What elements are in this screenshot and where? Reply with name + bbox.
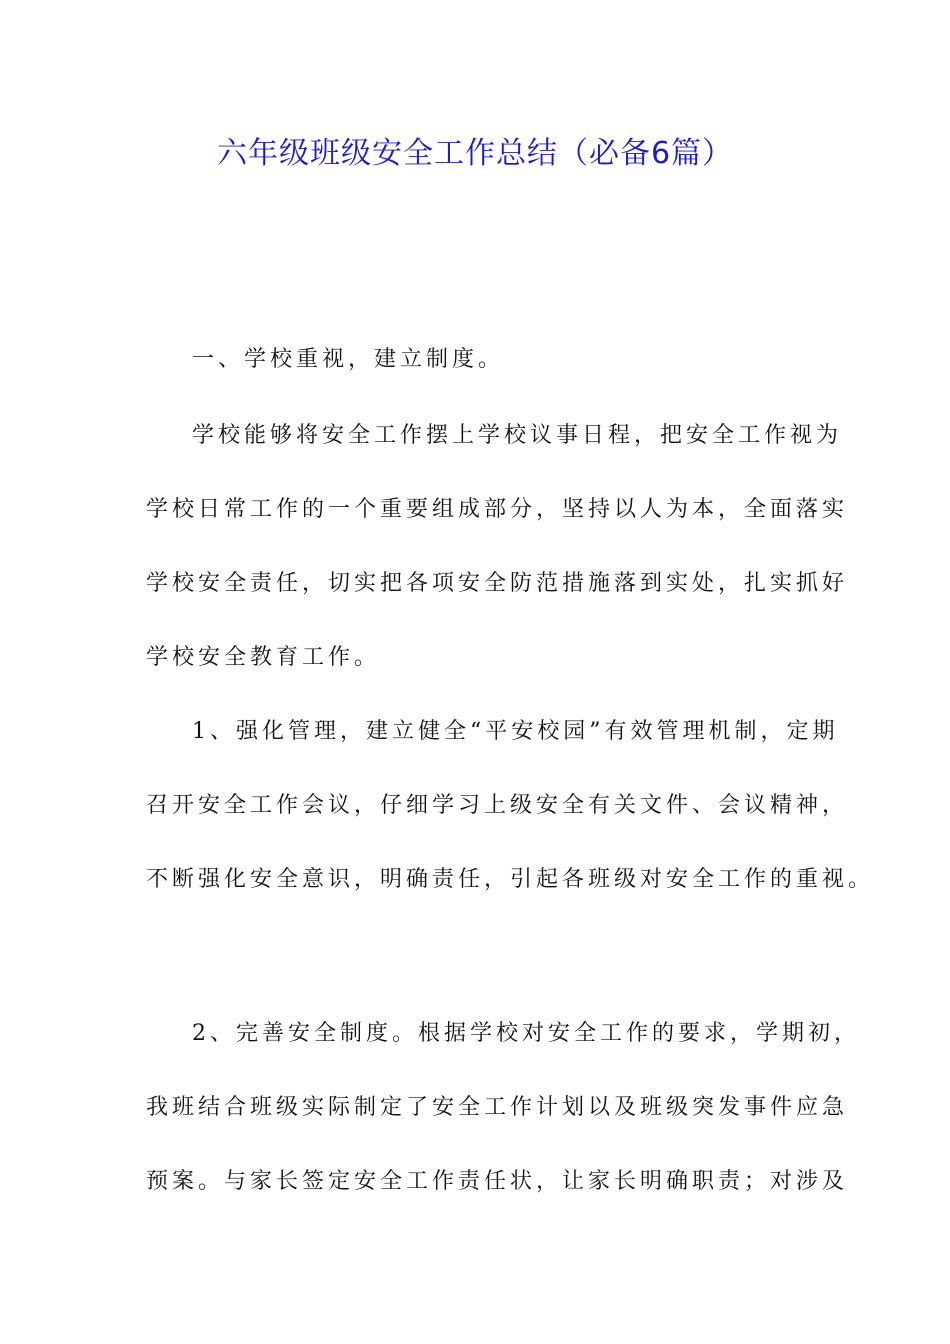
paragraph-line: 召开安全工作会议，仔细学习上级安全有关文件、会议精神，	[146, 793, 849, 818]
paragraph-line: 预案。与家长签定安全工作责任状，让家长明确职责；对涉及	[146, 1169, 849, 1194]
paragraph-line: 学校能够将安全工作摆上学校议事日程，把安全工作视为	[192, 423, 843, 448]
paragraph-line: 1、强化管理，建立健全“平安校园”有效管理机制，定期	[192, 719, 839, 744]
paragraph-line: 不断强化安全意识，明确责任，引起各班级对安全工作的重视。	[146, 867, 875, 892]
paragraph-line: 学校安全教育工作。	[146, 645, 381, 670]
paragraph-line: 2、完善安全制度。根据学校对安全工作的要求，学期初，	[192, 1021, 860, 1046]
document-title: 六年级班级安全工作总结（必备6篇）	[216, 136, 734, 171]
paragraph-line: 我班结合班级实际制定了安全工作计划以及班级突发事件应急	[146, 1095, 849, 1120]
paragraph-line: 学校安全责任，切实把各项安全防范措施落到实处，扎实抓好	[146, 571, 849, 596]
paragraph-line: 学校日常工作的一个重要组成部分，坚持以人为本，全面落实	[146, 497, 849, 522]
section-heading: 一、学校重视，建立制度。	[192, 347, 505, 372]
